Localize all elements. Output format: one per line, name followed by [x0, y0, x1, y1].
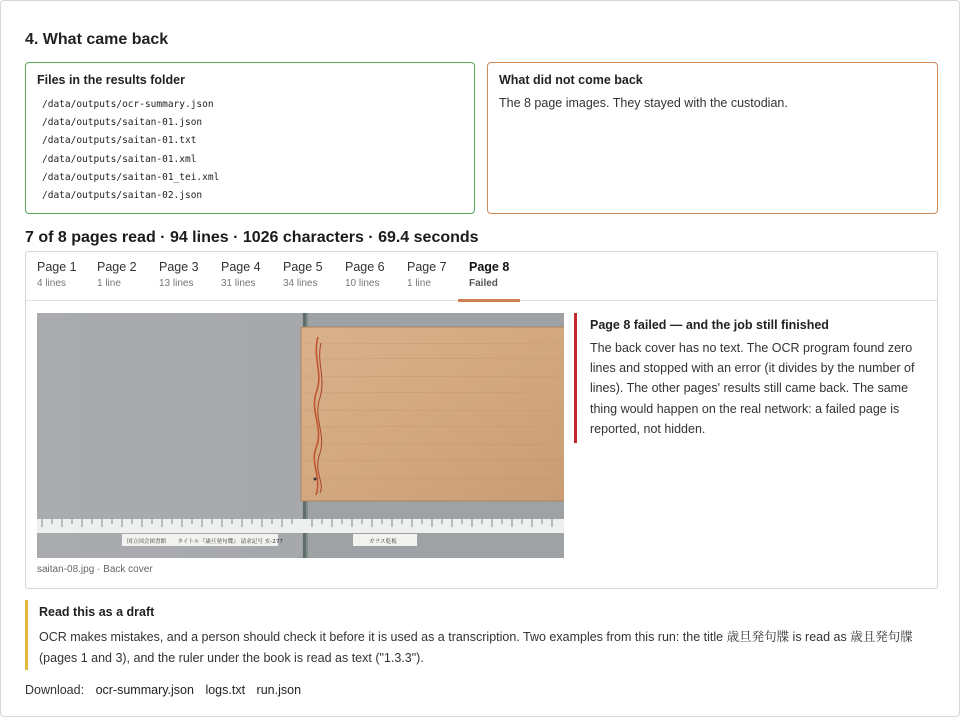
tab-label: Page 4: [221, 260, 261, 274]
ruler-label-right: ガラス乾板: [369, 539, 397, 545]
tab-page-2[interactable]: [86, 252, 148, 301]
tab-label: Page 5: [283, 260, 323, 274]
tab-status: Failed: [469, 278, 498, 289]
results-file-list: [42, 96, 219, 205]
tab-label: Page 1: [37, 260, 77, 274]
download-label: Download:: [25, 683, 85, 697]
failure-note: [574, 313, 919, 443]
tab-line-count: 1 line: [407, 278, 431, 289]
file-path: /data/outputs/saitan-01.xml: [42, 153, 197, 165]
file-path: /data/outputs/saitan-01.txt: [42, 135, 197, 147]
results-folder-title: Files in the results folder: [37, 73, 185, 87]
draft-callout: [25, 600, 938, 670]
failure-note-title: Page 8 failed — and the job still finished: [590, 318, 829, 332]
download-bar: [25, 683, 301, 697]
tab-page-1[interactable]: [26, 252, 88, 301]
tab-page-6[interactable]: [334, 252, 396, 301]
page-tabs: [26, 252, 937, 301]
tab-line-count: 10 lines: [345, 278, 380, 289]
tab-label: Page 8: [469, 260, 510, 274]
tab-page-5[interactable]: [272, 252, 334, 301]
not-returned-text: The 8 page images. They stayed with the custodian.: [499, 96, 788, 110]
draft-callout-title: Read this as a draft: [39, 605, 155, 619]
tab-line-count: 31 lines: [221, 278, 256, 289]
run-summary: 7 of 8 pages read · 94 lines · 1026 characters · 69.4 seconds: [25, 229, 479, 246]
tab-label: Page 3: [159, 260, 199, 274]
draft-callout-text: OCR makes mistakes, and a person should check it before it is used as a transcription. Two examples from this run: the title 歳旦発句牒 is read as 歳且発句牒 (pages 1 and 3), and the ruler under the book is read as text ("1.3.3").: [39, 630, 913, 665]
tab-label: Page 2: [97, 260, 137, 274]
section-title: 4. What came back: [25, 31, 169, 48]
download-link-logs[interactable]: logs.txt: [205, 683, 246, 697]
tab-page-8[interactable]: [458, 252, 520, 301]
tab-line-count: 4 lines: [37, 278, 66, 289]
image-caption: saitan-08.jpg · Back cover: [37, 564, 153, 575]
file-path: /data/outputs/saitan-01.json: [42, 117, 203, 129]
file-path: /data/outputs/saitan-01_tei.xml: [42, 171, 220, 183]
failure-note-text: The back cover has no text. The OCR program found zero lines and stopped with an error (it divides by the number of lines). The other pages' results still came back. The same thing would happen on the real network: a failed page is reported, not hidden.: [590, 341, 915, 436]
tab-line-count: 13 lines: [159, 278, 194, 289]
page-viewer-panel: [25, 251, 938, 589]
tab-line-count: 1 line: [97, 278, 121, 289]
ruler-label-left: 国立国会図書館 タイトル『歳旦発句牒』 請求記号 亥-277: [127, 539, 283, 545]
page-scan-image: [37, 313, 564, 558]
file-path: /data/outputs/ocr-summary.json: [42, 99, 214, 110]
file-path: /data/outputs/saitan-02.json: [42, 190, 203, 202]
tab-page-4[interactable]: [210, 252, 272, 301]
tab-label: Page 7: [407, 260, 447, 274]
results-folder-card: [25, 62, 475, 214]
tab-page-7[interactable]: [396, 252, 458, 301]
tab-page-3[interactable]: [148, 252, 210, 301]
not-returned-title: What did not come back: [499, 73, 643, 87]
download-link-run[interactable]: run.json: [256, 683, 302, 697]
tab-line-count: 34 lines: [283, 278, 318, 289]
tab-label: Page 6: [345, 260, 385, 274]
download-link-ocr-summary[interactable]: ocr-summary.json: [95, 683, 194, 697]
not-returned-card: [487, 62, 938, 214]
